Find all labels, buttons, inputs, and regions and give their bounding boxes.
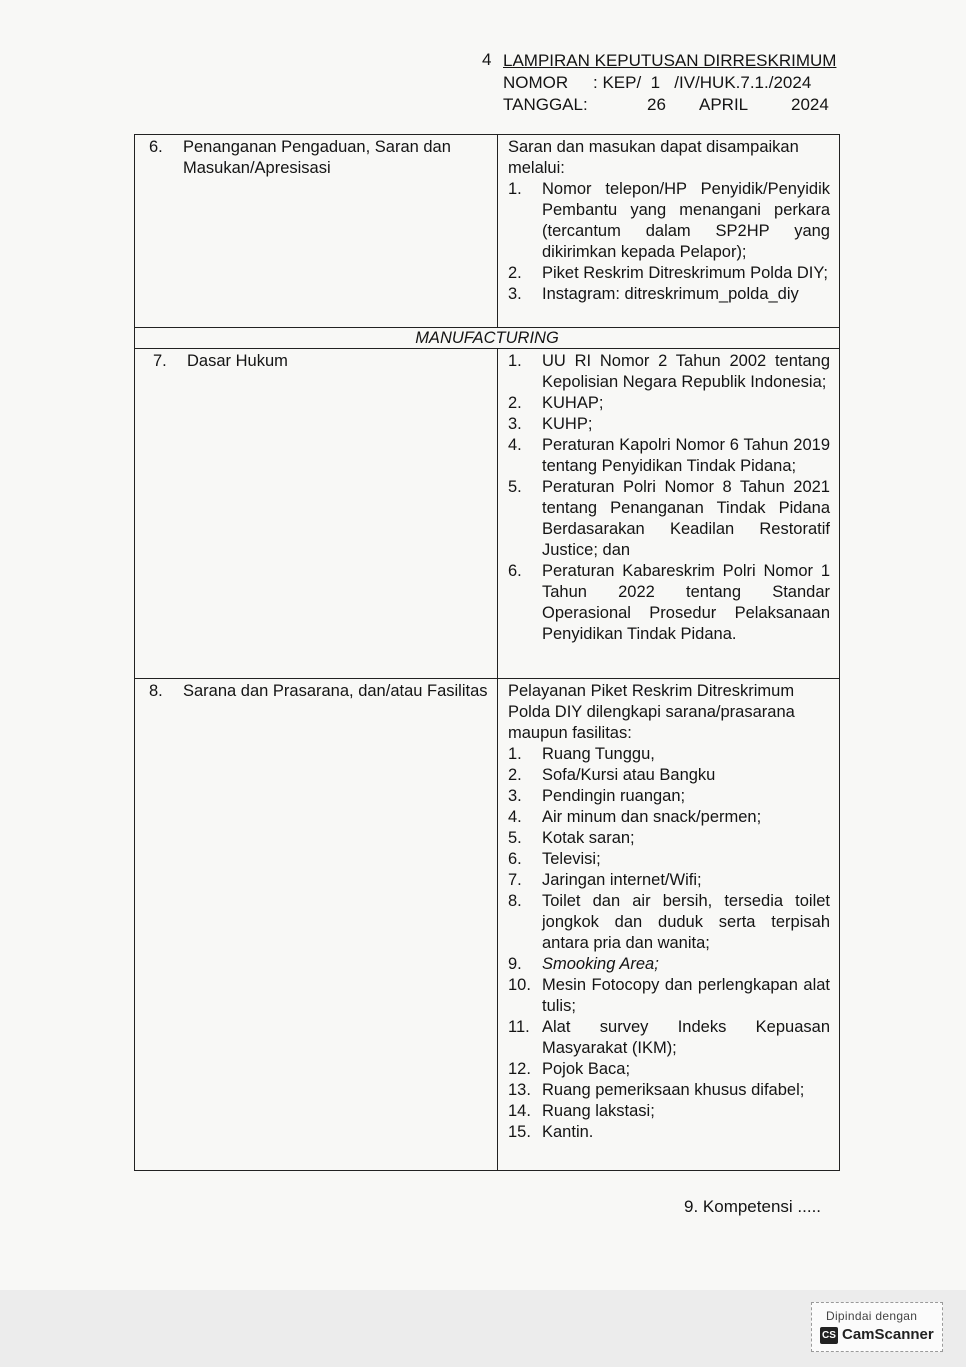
item-number: 6. <box>508 562 522 580</box>
item-list <box>508 351 830 645</box>
item-number: 2. <box>508 766 522 784</box>
list-item <box>508 435 830 477</box>
row-title-cell <box>135 349 498 679</box>
header-tanggal <box>503 94 836 116</box>
item-number: 1. <box>508 180 522 198</box>
list-item <box>508 1080 830 1101</box>
row-title-cell <box>135 135 498 328</box>
camscanner-logo-icon: CS <box>820 1327 838 1344</box>
standard-table <box>134 134 840 1171</box>
item-number: 8. <box>508 892 522 910</box>
list-item <box>508 1017 830 1059</box>
item-number: 2. <box>508 394 522 412</box>
item-text: Pojok Baca; <box>542 1060 631 1078</box>
item-text: Ruang lakstasi; <box>542 1102 655 1120</box>
list-item <box>508 393 830 414</box>
row-title-cell <box>135 679 498 1171</box>
list-item <box>508 263 830 284</box>
list-item <box>508 561 830 645</box>
item-number: 10. <box>508 976 531 994</box>
item-text: Ruang pemeriksaan khusus difabel; <box>542 1081 805 1099</box>
item-number: 12. <box>508 1060 531 1078</box>
list-item <box>508 954 830 975</box>
item-number: 2. <box>508 264 522 282</box>
item-number: 5. <box>508 829 522 847</box>
row-title: Penanganan Pengaduan, Saran dan Masukan/Apresisasi <box>183 138 451 177</box>
item-number: 11. <box>508 1018 530 1036</box>
item-text: Kotak saran; <box>542 829 635 847</box>
row-intro: Saran dan masukan dapat disampaikan melalui: <box>508 138 799 177</box>
list-item <box>508 1101 830 1122</box>
list-item <box>508 807 830 828</box>
item-text: Smooking Area; <box>542 955 659 973</box>
item-number: 3. <box>508 285 522 303</box>
row-number: 6. <box>149 138 163 156</box>
row-title: Dasar Hukum <box>187 352 288 370</box>
tanggal-month: APRIL <box>699 95 749 114</box>
item-number: 9. <box>508 955 522 973</box>
item-number: 1. <box>508 352 522 370</box>
item-number: 15. <box>508 1123 531 1141</box>
row-title: Sarana dan Prasarana, dan/atau Fasilitas <box>183 682 488 700</box>
item-text: Peraturan Polri Nomor 8 Tahun 2021 tentang Penanganan Tindak Pidana Berdasarakan Keadilan Restoratif Justice; dan <box>542 478 830 559</box>
section-row <box>135 328 840 349</box>
table-row <box>135 135 840 328</box>
list-item <box>508 1059 830 1080</box>
row-content-cell <box>498 349 840 679</box>
list-item <box>508 849 830 870</box>
row-intro: Pelayanan Piket Reskrim Ditreskrimum Polda DIY dilengkapi sarana/prasarana maupun fasilitas: <box>508 682 795 742</box>
list-item <box>508 828 830 849</box>
item-number: 7. <box>508 871 522 889</box>
list-item <box>508 414 830 435</box>
next-section-reference: 9. Kompetensi ..... <box>684 1197 822 1216</box>
item-text: Alat survey Indeks Kepuasan Masyarakat (IKM); <box>542 1018 830 1057</box>
row-content-cell <box>498 135 840 328</box>
row-number: 8. <box>149 682 163 700</box>
tanggal-year: 2024 <box>791 95 829 114</box>
item-text: Instagram: ditreskrimum_polda_diy <box>542 285 799 303</box>
scanner-caption: Dipindai dengan <box>826 1309 918 1323</box>
item-text: Toilet dan air bersih, tersedia toilet jongkok dan duduk serta terpisah antara pria dan wanita; <box>542 892 830 952</box>
table-row <box>135 679 840 1171</box>
list-item <box>508 179 830 263</box>
list-item <box>508 786 830 807</box>
tanggal-day: 26 <box>647 95 666 114</box>
item-text: Pendingin ruangan; <box>542 787 686 805</box>
item-number: 3. <box>508 787 522 805</box>
row-content-cell <box>498 679 840 1171</box>
item-number: 14. <box>508 1102 531 1120</box>
list-item <box>508 744 830 765</box>
item-number: 4. <box>508 808 522 826</box>
item-text: Sofa/Kursi atau Bangku <box>542 766 716 784</box>
item-list <box>508 179 830 305</box>
row-number: 7. <box>153 352 167 370</box>
item-text: Kantin. <box>542 1123 594 1141</box>
item-number: 1. <box>508 745 522 763</box>
section-label: MANUFACTURING <box>135 328 840 349</box>
list-item <box>508 870 830 891</box>
item-text: Piket Reskrim Ditreskrimum Polda DIY; <box>542 264 828 282</box>
header-title: LAMPIRAN KEPUTUSAN DIRRESKRIMUM <box>503 51 837 70</box>
item-text: Peraturan Kapolri Nomor 6 Tahun 2019 tentang Penyidikan Tindak Pidana; <box>542 436 830 475</box>
list-item <box>508 351 830 393</box>
item-text: Mesin Fotocopy dan perlengkapan alat tulis; <box>542 976 830 1015</box>
list-item <box>508 1122 830 1143</box>
nomor-label: NOMOR <box>503 73 569 92</box>
list-item <box>508 891 830 954</box>
item-text: Peraturan Kabareskrim Polri Nomor 1 Tahun 2022 tentang Standar Operasional Prosedur Pelaksanaan Penyidikan Tindak Pidana. <box>542 562 830 643</box>
item-text: Air minum dan snack/permen; <box>542 808 762 826</box>
item-number: 13. <box>508 1081 531 1099</box>
item-number: 4. <box>508 436 522 454</box>
item-number: 6. <box>508 850 522 868</box>
document-header <box>503 50 836 116</box>
item-text: KUHP; <box>542 415 593 433</box>
camscanner-badge <box>811 1302 943 1352</box>
list-item <box>508 284 830 305</box>
item-number: 3. <box>508 415 522 433</box>
item-text: Nomor telepon/HP Penyidik/Penyidik Pembantu yang menangani perkara (tercantum dalam SP2HP yang dikirimkan kepada Pelapor); <box>542 180 830 261</box>
item-list <box>508 744 830 1143</box>
item-text: Jaringan internet/Wifi; <box>542 871 702 889</box>
item-text: Ruang Tunggu, <box>542 745 655 763</box>
scanner-brand: CamScanner <box>842 1326 934 1343</box>
tanggal-label: TANGGAL: <box>503 95 588 114</box>
item-text: Televisi; <box>542 850 601 868</box>
list-item <box>508 477 830 561</box>
table-row <box>135 349 840 679</box>
list-item <box>508 975 830 1017</box>
item-text: UU RI Nomor 2 Tahun 2002 tentang Kepolisian Negara Republik Indonesia; <box>542 352 830 391</box>
list-item <box>508 765 830 786</box>
nomor-value: : KEP/ 1 /IV/HUK.7.1./2024 <box>593 73 812 92</box>
item-text: KUHAP; <box>542 394 604 412</box>
page-number: 4 <box>482 50 492 69</box>
item-number: 5. <box>508 478 522 496</box>
header-nomor <box>503 72 836 94</box>
